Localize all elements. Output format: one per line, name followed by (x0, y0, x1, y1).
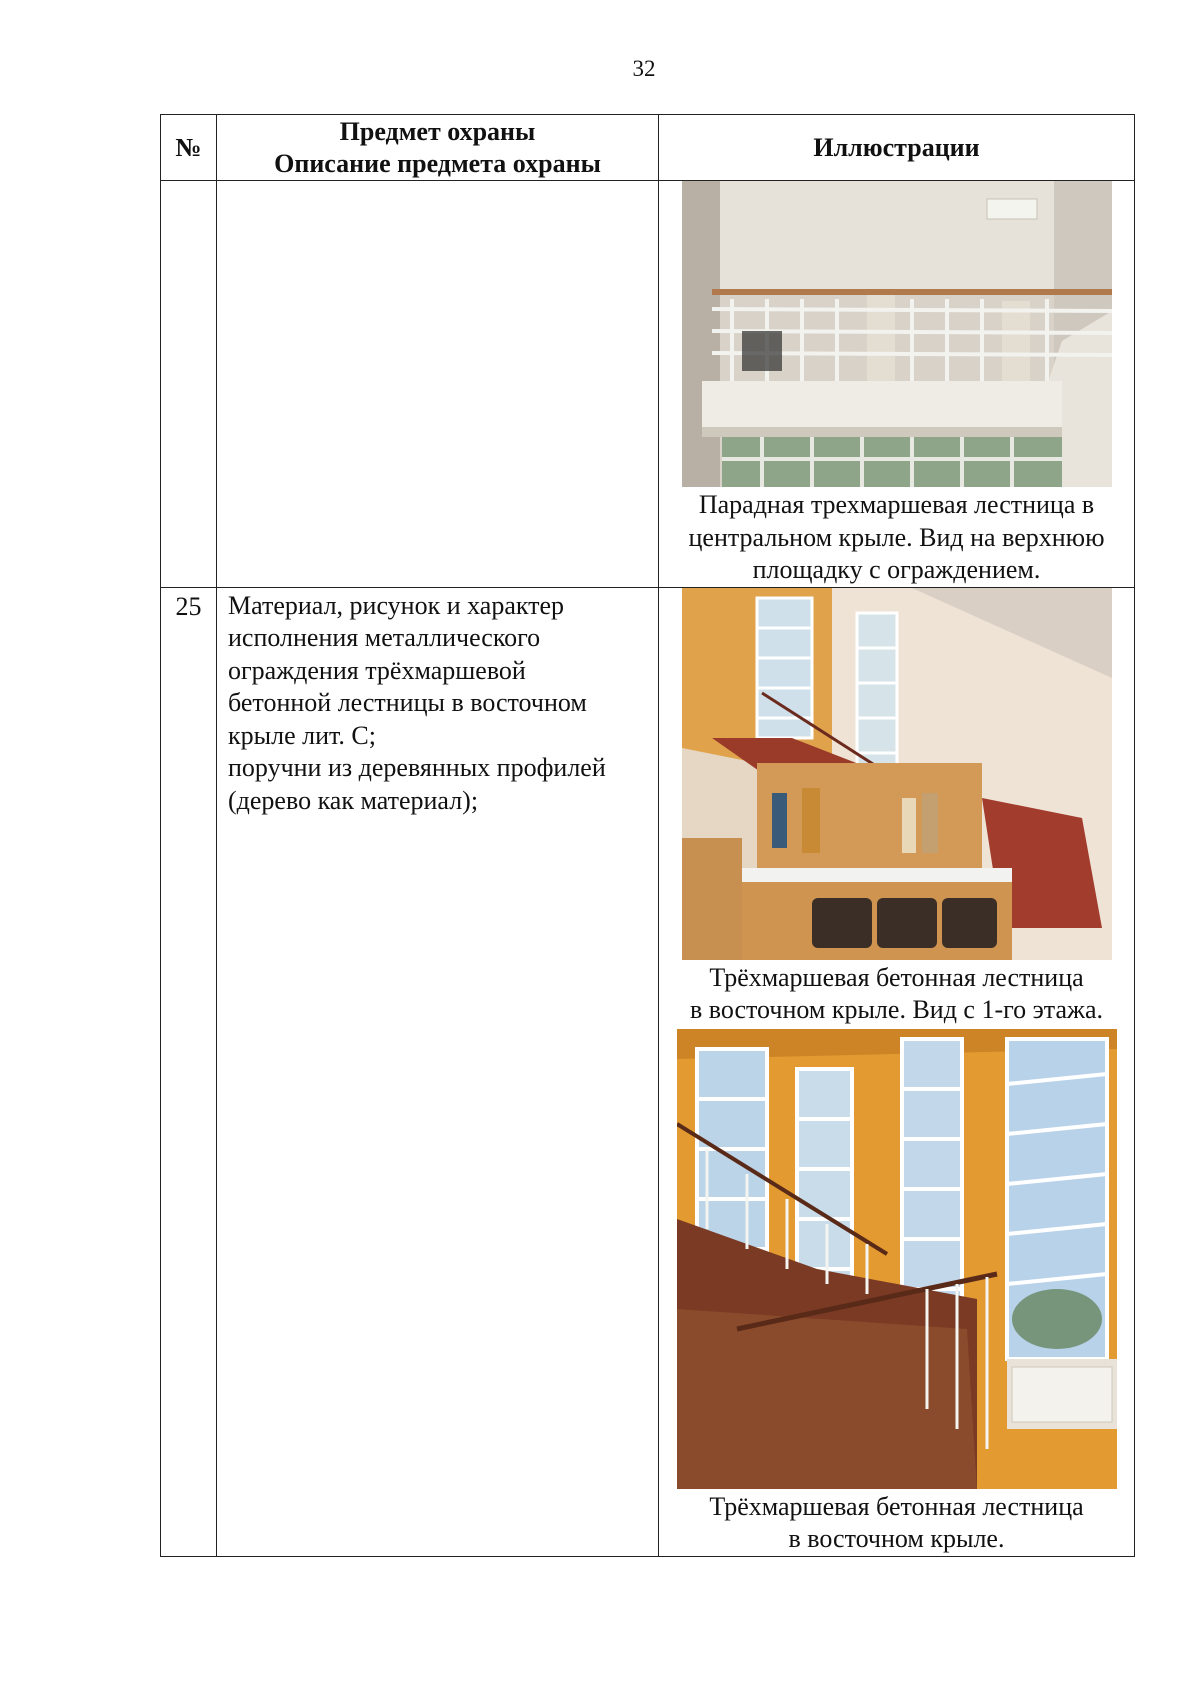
stair-windows-photo (677, 1029, 1117, 1489)
row-description (217, 181, 659, 588)
row-illustrations (659, 181, 1135, 588)
description-line: (дерево как материал); (228, 785, 479, 815)
row-number (161, 181, 217, 588)
caption-line: площадку с ограждением. (752, 555, 1041, 584)
photo-caption (659, 962, 1134, 1027)
table-row (161, 181, 1135, 588)
header-subject-title: Предмет охраны (339, 116, 536, 146)
caption-line: Трёхмаршевая бетонная лестница (709, 1491, 1084, 1521)
caption-line: Трёхмаршевая бетонная лестница (709, 962, 1084, 992)
description-line: поручни из деревянных профилей (228, 753, 606, 782)
row-description (217, 587, 659, 1556)
photo-caption (659, 489, 1134, 587)
description-line: бетонной лестницы в восточном (228, 688, 587, 717)
page-number: 32 (632, 56, 656, 81)
row-number: 25 (161, 587, 217, 1556)
stair-ground-floor-photo (682, 588, 1112, 960)
caption-line: центральном крыле. Вид на верхнюю (688, 522, 1105, 552)
description-line: исполнения металлического (228, 623, 541, 652)
balcony-railing-photo (682, 181, 1112, 487)
caption-line: Парадная трехмаршевая лестница в (698, 490, 1095, 519)
header-illustrations: Иллюстрации (659, 115, 1135, 181)
table-header-row (161, 115, 1135, 181)
description-line: ограждения трёхмаршевой (228, 655, 526, 685)
row-illustrations (659, 587, 1135, 1556)
caption-line: в восточном крыле. Вид с 1-го этажа. (689, 995, 1104, 1024)
caption-line: в восточном крыле. (788, 1524, 1005, 1553)
table-row (161, 587, 1135, 1556)
description-line: Материал, рисунок и характер (228, 590, 565, 620)
header-number: № (161, 115, 217, 181)
header-subject (217, 115, 659, 181)
photo-caption (659, 1491, 1134, 1556)
protection-table (160, 114, 1135, 1557)
description-line: крыле лит. С; (228, 720, 376, 750)
header-subject-description: Описание предмета охраны (274, 148, 601, 178)
